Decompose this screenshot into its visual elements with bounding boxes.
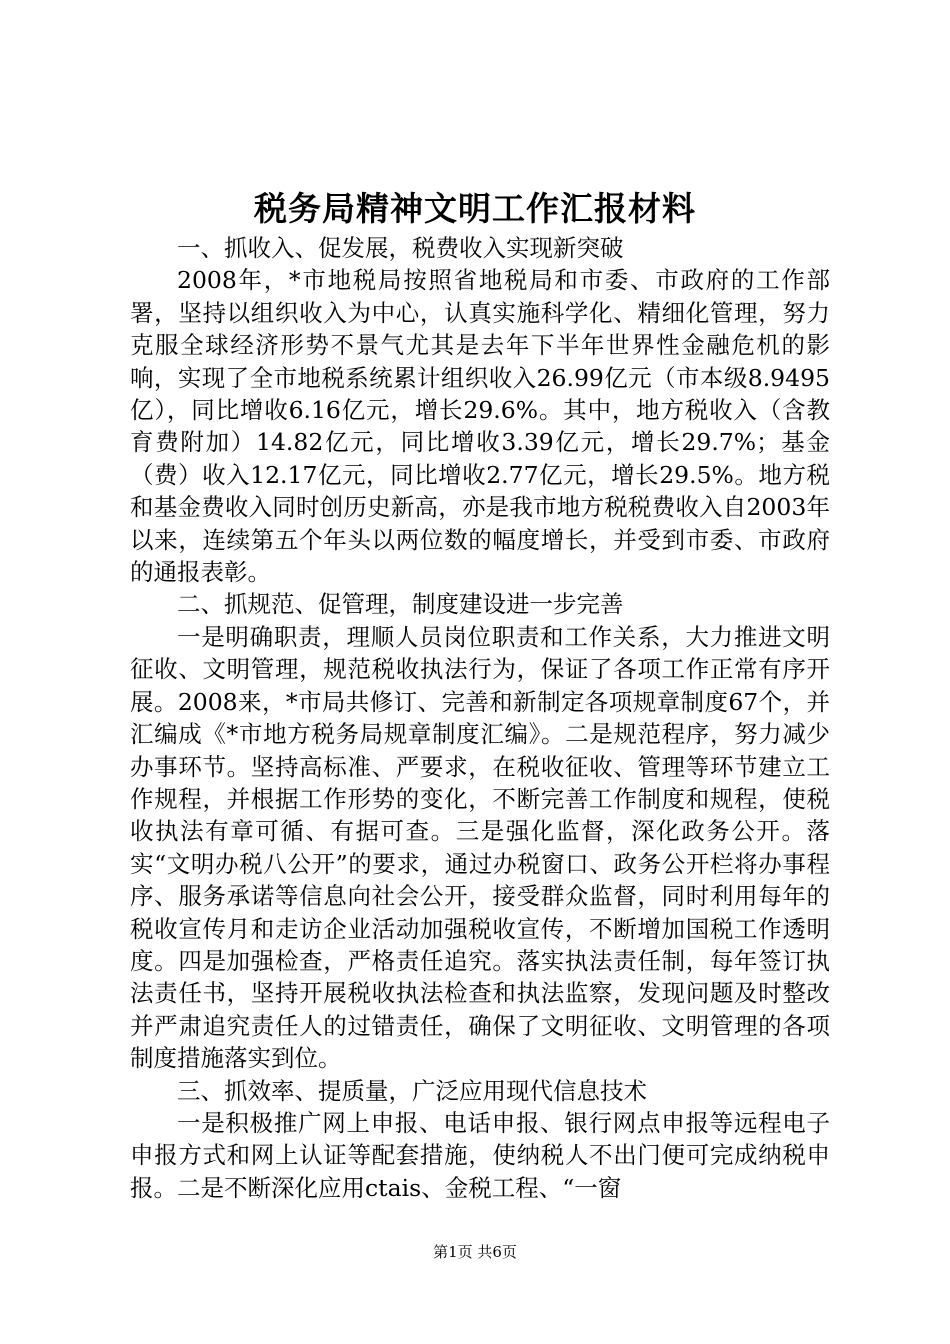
page-footer: 第1页 共6页	[433, 1243, 517, 1261]
section-heading-1: 一、抓收入、促发展，税费收入实现新突破	[177, 234, 624, 262]
paragraph-technology: 一是积极推广网上申报、电话申报、银行网点申报等远程电子申报方式和网上认证等配套措施，使纳税人不出门便可完成纳税申报。二是不断深化应用ctais、金税工程、“一窗	[130, 1108, 830, 1202]
paragraph-regulation: 一是明确职责，理顺人员岗位职责和工作关系，大力推进文明征收、文明管理，规范税收执法行为，保证了各项工作正常有序开展。2008来，*市局共修订、完善和新制定各项规章制度67个，并汇编成《*市地方税务局规章制度汇编》。二是规范程序，努力减少办事环节。坚持高标准、严要求，在税收征收、管理等环节建立工作规程，并根据工作形势的变化，不断完善工作制度和规程，使税收执法有章可循、有据可查。三是强化监督，深化政务公开。落实“文明办税八公开”的要求，通过办税窗口、政务公开栏将办事程序、服务承诺等信息向社会公开，接受群众监督，同时利用每年的税收宣传月和走访企业活动加强税收宣传，不断增加国税工作透明度。四是加强检查，严格责任追究。落实执法责任制，每年签订执法责任书，坚持开展税收执法检查和执法监察，发现问题及时整改并严肃追究责任人的过错责任，确保了文明征收、文明管理的各项制度措施落实到位。	[130, 622, 830, 1073]
paragraph-revenue: 2008年，*市地税局按照省地税局和市委、市政府的工作部署，坚持以组织收入为中心，认真实施科学化、精细化管理，努力克服全球经济形势不景气尤其是去年下半年世界性金融危机的影响，实现了全市地税系统累计组织收入26.99亿元（市本级8.9495亿），同比增收6.16亿元，增长29.6%。其中，地方税收入（含教育费附加）14.82亿元，同比增收3.39亿元，增长29.7%；基金（费）收入12.17亿元，同比增收2.77亿元，增长29.5%。地方税和基金费收入同时创历史新高，亦是我市地方税税费收入自2003年以来，连续第五个年头以两位数的幅度增长，并受到市委、市政府的通报表彰。	[130, 266, 830, 587]
section-heading-2: 二、抓规范、促管理，制度建设进一步完善	[177, 590, 624, 619]
document-body	[130, 232, 830, 1204]
section-heading-3: 三、抓效率、提质量，广泛应用现代信息技术	[177, 1076, 647, 1105]
document-title: 税务局精神文明工作汇报材料	[254, 189, 696, 228]
